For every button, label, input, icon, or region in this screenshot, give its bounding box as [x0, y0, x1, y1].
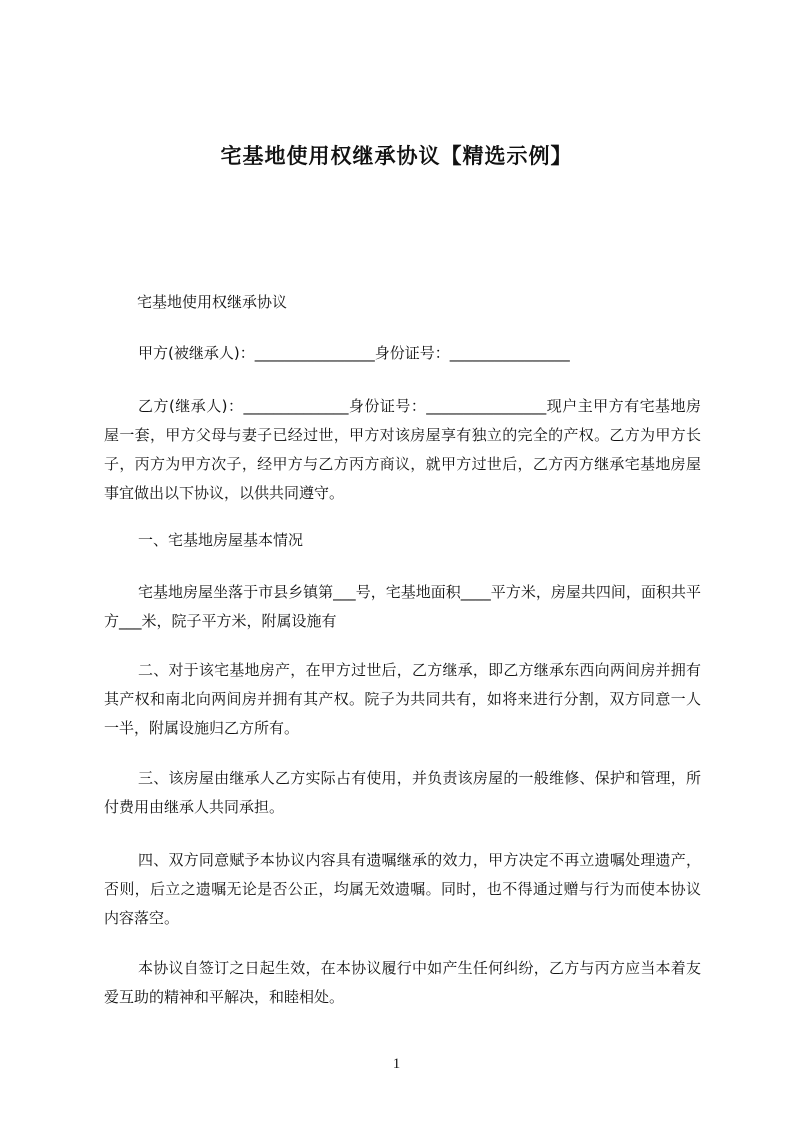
- document-title: 宅基地使用权继承协议【精选示例】: [220, 144, 573, 168]
- clause-two-inheritance: 二、对于该宅基地房产，在甲方过世后，乙方继承，即乙方继承东西向两间房并拥有其产权和南北向两间房并拥有其产权。院子为共同共有，如将来进行分割，双方同意一人一半，附属设施归乙方所有。: [104, 661, 701, 737]
- agreement-subtitle: 宅基地使用权继承协议: [137, 293, 288, 311]
- party-b-paragraph: 乙方(继承人)：______________身份证号：________________现户主甲方有宅基地房屋一套，甲方父母与妻子已经过世，甲方对该房屋享有独立的完全的产权。乙方为甲方长子，丙方为甲方次子，经甲方与乙方丙方商议，就甲方过世后，乙方丙方继承宅基地房屋事宜做出以下协议，以供共同遵守。: [104, 397, 701, 502]
- clause-three-maintenance: 三、该房屋由继承人乙方实际占有使用，并负责该房屋的一般维修、保护和管理，所付费用由继承人共同承担。: [104, 769, 701, 816]
- section-heading-basic-info: 一、宅基地房屋基本情况: [138, 531, 304, 549]
- clause-four-will-effect: 四、双方同意赋予本协议内容具有遗嘱继承的效力，甲方决定不再立遗嘱处理遗产，否则，后立之遗嘱无论是否公正，均属无效遗嘱。同时，也不得通过赠与行为而使本协议内容落空。: [104, 851, 701, 927]
- page-number: 1: [392, 1056, 401, 1072]
- party-a-line: 甲方(被继承人)：________________身份证号：________________: [138, 344, 570, 362]
- clause-house-location: 宅基地房屋坐落于市县乡镇第___号，宅基地面积____平方米，房屋共四间，面积共平方___米，院子平方米，附属设施有: [104, 583, 701, 630]
- clause-effective-date: 本协议自签订之日起生效，在本协议履行中如产生任何纠纷，乙方与丙方应当本着友爱互助的精神和平解决，和睦相处。: [104, 959, 701, 1006]
